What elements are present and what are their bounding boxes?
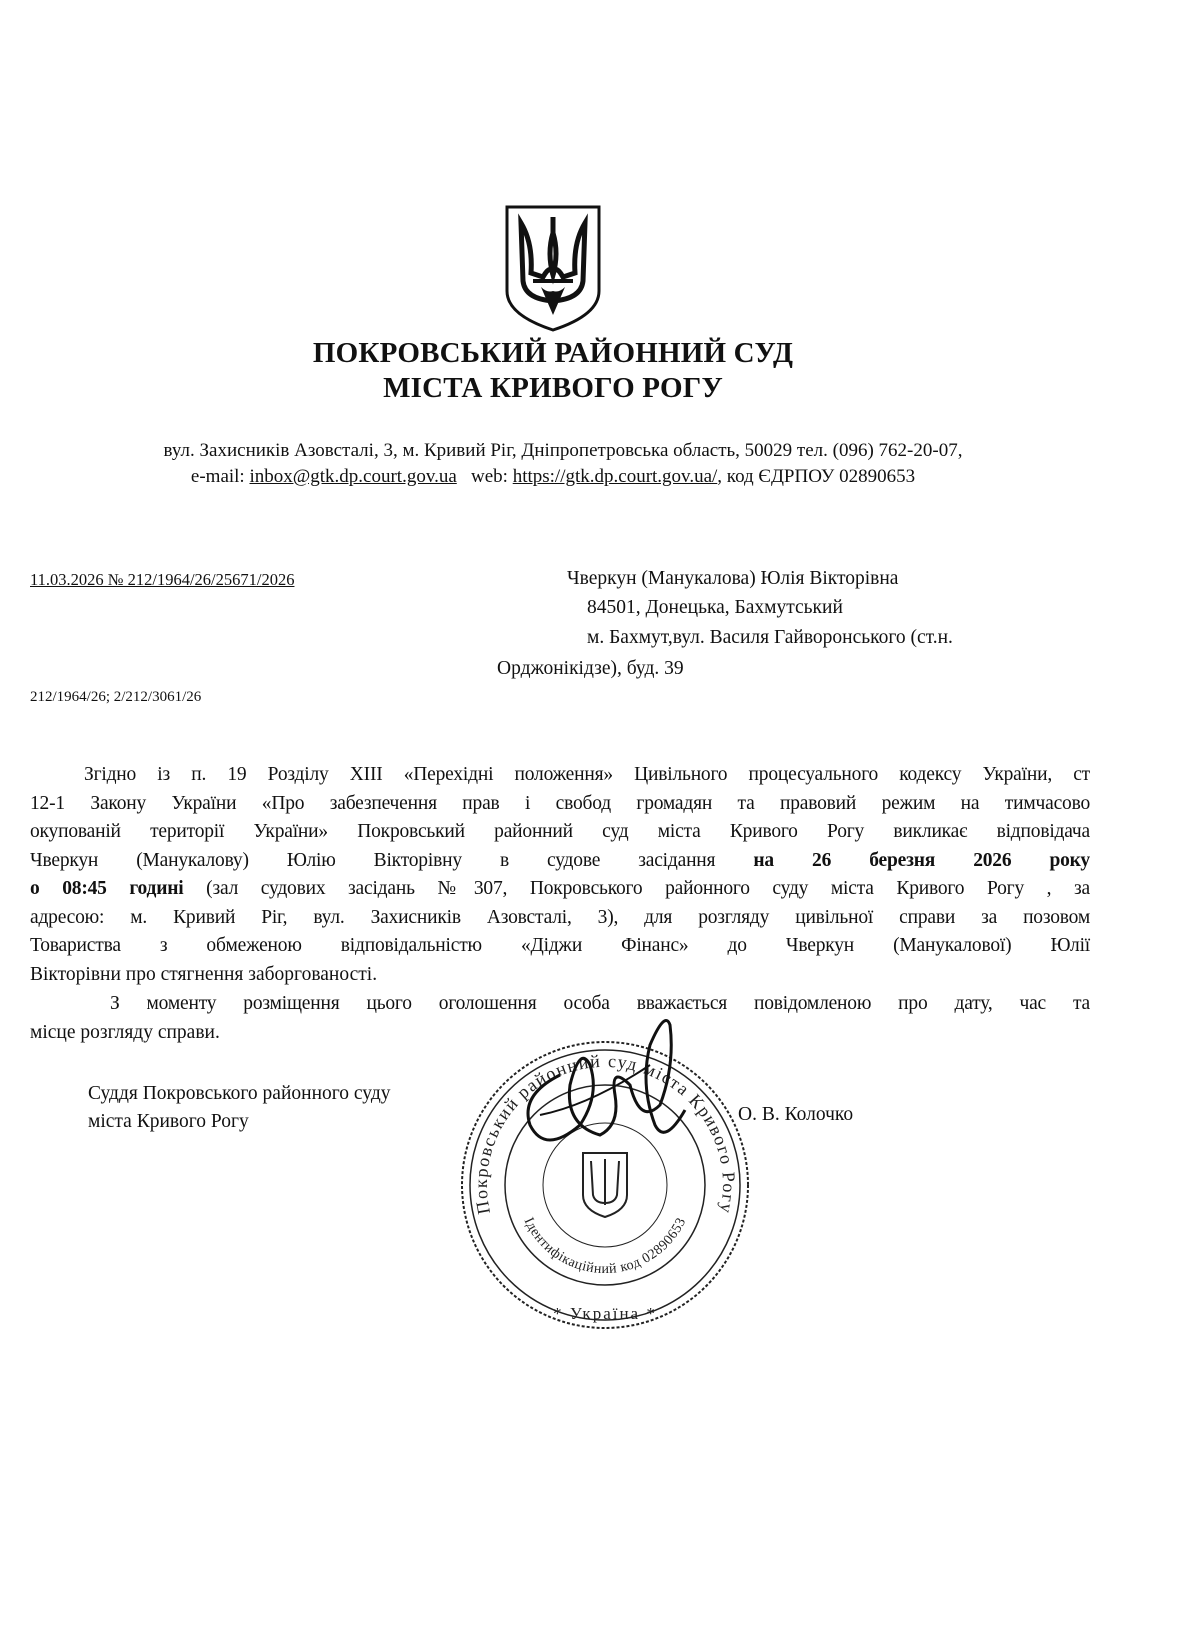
judge-name: О. В. Колочко [738,1104,854,1125]
body-text: Чверкун (Манукалову) Юлію Вікторівну в судове засідання [30,850,754,871]
email-link[interactable]: inbox@gtk.dp.court.gov.ua [249,466,457,487]
web-label: web: [471,466,508,487]
court-name-line1: ПОКРОВСЬКИЙ РАЙОННИЙ СУД [312,337,794,369]
recipient-address-line2: 84501, Донецька, Бахмутський [587,597,843,618]
recipient-address-line4: Орджонікідзе), буд. 39 [497,658,684,679]
hearing-date: на 26 березня 2026 року [753,850,1090,871]
body-text: (зал судових засідань №307, Покровського районного суду міста Кривого Рогу , за [183,878,1090,899]
hearing-time: о 08:45 годині [30,878,184,899]
stamp-bottom-text: * Україна * [553,1304,657,1323]
body-line: Згідно із п. 19 Розділу ХІІІ «Перехідні положення» Цивільного процесуального кодексу України, ст [84,764,1090,785]
case-numbers: 212/1964/26; 2/212/3061/26 [30,689,202,705]
edrpou-code: , код ЄДРПОУ 02890653 [717,466,916,487]
stamp-inner-text: Ідентифікаційний код 02890653 [520,1215,690,1278]
recipient-address-line3: м. Бахмут,вул. Василя Гайворонського (ст.н. [587,627,953,648]
judge-position-line2: міста Кривого Рогу [88,1111,249,1132]
stamp-outer-text: Покровський районний суд міста Кривого Рогу [470,1050,740,1217]
body-line: 12-1 Закону України «Про забезпечення прав і свобод громадян та правовий режим на тимчасово [30,793,1090,814]
email-label: e-mail: [190,466,245,487]
body-line: З моменту розміщення цього оголошення особа вважається повідомленою про дату, час та [110,993,1090,1014]
body-line: Вікторівни про стягнення заборгованості. [30,964,378,985]
body-line: Товариства з обмеженою відповідальністю «Діджи Фінанс» до Чверкун (Манукалової) Юлії [30,935,1090,956]
body-line [30,877,1090,900]
svg-text:Ідентифікаційний код 02890653 [521,1215,690,1277]
court-contacts [0,466,1106,488]
web-link[interactable]: https://gtk.dp.court.gov.ua/ [512,466,718,487]
court-name-line2: МІСТА КРИВОГО РОГУ [383,372,723,404]
judge-signature [500,1005,700,1165]
outgoing-date-number: 11.03.2026 № 212/1964/26/25671/2026 [30,570,295,589]
recipient-name: Чверкун (Манукалова) Юлія Вікторівна [567,568,899,589]
body-line: окупованій території України» Покровський районний суд міста Кривого Рогу викликає відповідача [30,821,1090,842]
body-line: місце розгляду справи. [30,1022,220,1043]
court-address: вул. Захисників Азовсталі, 3, м. Кривий Ріг, Дніпропетровська область, 50029 тел. (096) 762-20-07, [163,440,963,461]
judge-position-line1: Суддя Покровського районного суду [88,1083,391,1104]
body-line: адресою: м. Кривий Ріг, вул. Захисників Азовсталі, 3), для розгляду цивільної справи за позовом [30,907,1090,928]
body-line [30,849,1090,872]
coat-of-arms-trident-icon [503,203,603,333]
